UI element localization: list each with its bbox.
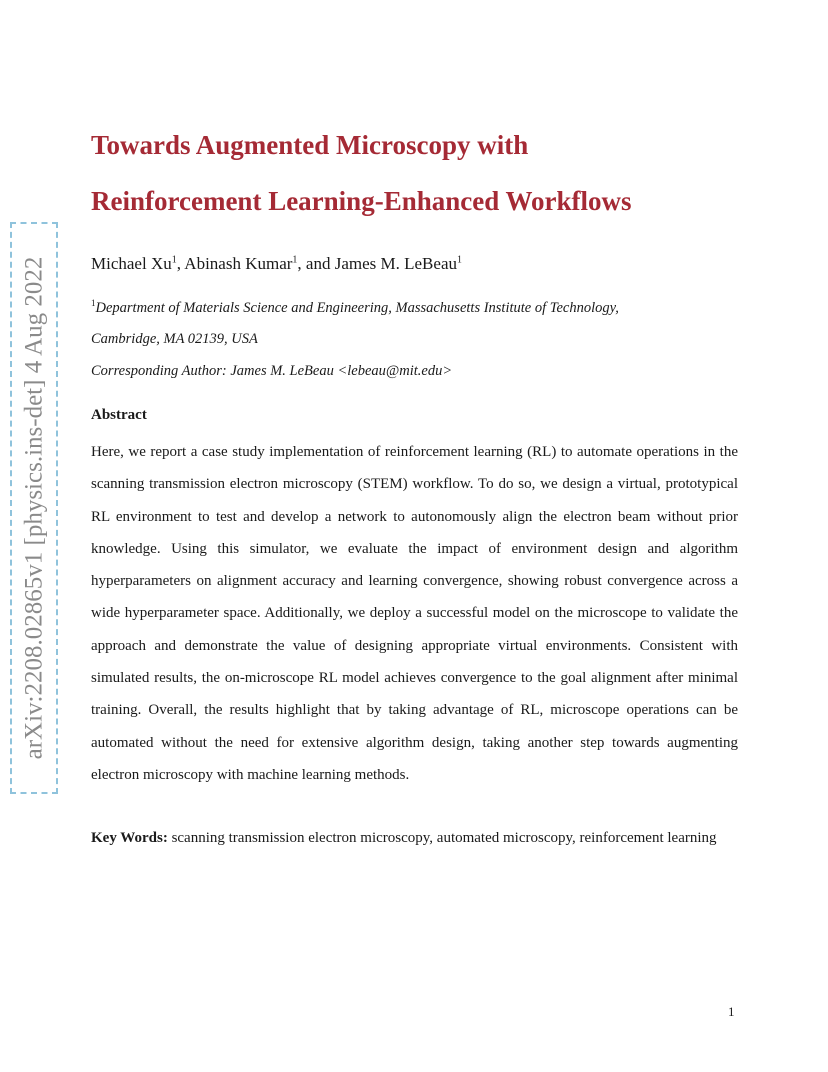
abstract-body: Here, we report a case study implementation of reinforcement learning (RL) to automate operations in the scanning transmission electron microscopy (STEM) workflow. To do so, we design a virtual, prototypical RL environment to test and develop a network to autonomously align the electron beam without prior knowledge. Using this simulator, we evaluate the impact of environment design and algorithm hyperparameters on alignment accuracy and learning convergence, showing robust convergence across a wide hyperparameter space. Additionally, we deploy a successful model on the microscope to validate the approach and demonstrate the value of designing appropriate virtual environments. Consistent with simulated results, the on-microscope RL model achieves convergence to the goal alignment after minimal training. Overall, the results highlight that by taking advantage of RL, microscope operations can be automated without the need for extensive algorithm design, taking another step towards augmenting electron microscopy with machine learning methods.: [91, 444, 738, 783]
keywords-section: [91, 822, 738, 854]
affiliation-line-2: Cambridge, MA 02139, USA: [91, 331, 258, 347]
author-list: [91, 254, 462, 274]
paper-title-line-1: Towards Augmented Microscopy with: [91, 130, 529, 160]
author-affiliation-marker: 1: [457, 254, 462, 266]
arxiv-identifier: arXiv:2208.02865v1 [physics.ins-det] 4 Aug 2022: [20, 256, 48, 760]
author-separator: , and: [297, 254, 335, 273]
keywords-label: Key Words:: [91, 830, 168, 846]
author-affiliation-marker: 1: [171, 254, 177, 266]
affiliation-line-1: [91, 298, 619, 317]
affiliation-marker: 1: [91, 298, 96, 308]
page-number: 1: [728, 1004, 735, 1019]
arxiv-sidebar-stamp: [10, 222, 58, 794]
paper-title-line-2: Reinforcement Learning-Enhanced Workflows: [91, 186, 632, 216]
keywords-text: scanning transmission electron microscopy, automated microscopy, reinforcement learning: [171, 830, 717, 846]
author-name: James M. LeBeau: [334, 254, 457, 273]
author-affiliation-marker: 1: [292, 254, 298, 266]
author-name: Abinash Kumar: [184, 254, 293, 273]
corresponding-author: Corresponding Author: James M. LeBeau <lebeau@mit.edu>: [91, 363, 453, 379]
author-name: Michael Xu: [91, 254, 172, 273]
abstract-heading: Abstract: [91, 407, 147, 423]
affiliation-text: Department of Materials Science and Engineering, Massachusetts Institute of Technology,: [95, 299, 619, 316]
author-separator: ,: [176, 254, 185, 273]
